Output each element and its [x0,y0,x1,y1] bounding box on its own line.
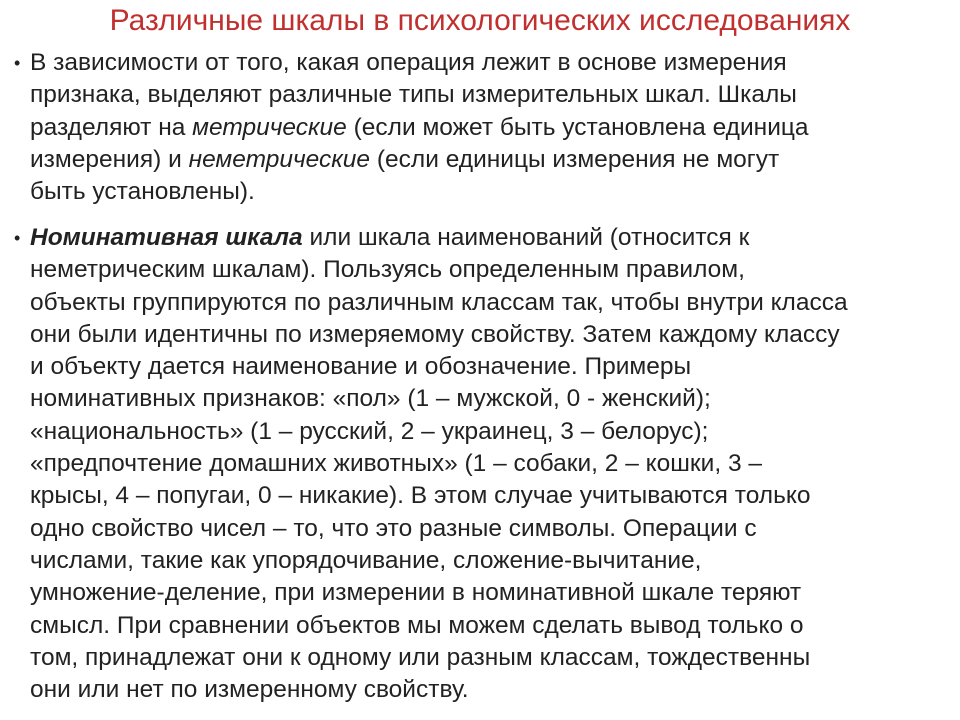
text-line [30,416,930,448]
text-line [30,351,930,383]
text-run: «национальность» (1 – русский, 2 – украинец, 3 – белорус); [30,417,709,445]
text-run: разделяют на [30,113,193,141]
text-run: неметрическим шкалам). Пользуясь определенным правилом, [30,256,745,284]
text-line [30,642,930,674]
emphasis-run: неметрические [188,145,371,173]
text-line [30,112,930,144]
emphasis-run: метрические [192,113,347,141]
text-line [30,319,930,351]
text-line [30,480,930,512]
text-line [30,545,930,577]
text-line [30,577,930,609]
bullet-dot-icon: • [14,53,21,73]
text-run: одно свойство чисел – то, что это разные символы. Операции с [30,514,757,542]
text-line [30,287,930,319]
text-run: они были идентичны по измеряемому свойству. Затем каждому классу [30,320,840,348]
bullet-2-text [30,222,930,706]
text-line [30,176,930,208]
text-run: признака, выделяют различные типы измерительных шкал. Шкалы [30,81,797,109]
text-line [30,144,930,176]
text-run: крысы, 4 – попугаи, 0 – никакие). В этом случае учитываются только [30,482,811,510]
text-line [30,610,930,642]
emphasis-run: Номинативная шкала [30,224,303,251]
text-run: (если единицы измерения не могут [370,145,780,173]
text-run: или шкала наименований (относится к [302,224,750,251]
bullet-1 [14,47,930,208]
text-run: В зависимости от того, какая операция лежит в основе измерения [30,49,787,76]
text-run: номинативных признаков: «пол» (1 – мужской, 0 - женский); [30,385,711,413]
text-run: и объекту дается наименование и обозначение. Примеры [30,353,692,381]
text-run: смысл. При сравнении объектов мы можем сделать вывод только о [30,611,804,639]
text-line [30,383,930,415]
text-run: измерения) и [30,145,189,173]
text-run: они или нет по измеренному свойству. [30,676,469,704]
text-run: числами, такие как упорядочивание, сложение-вычитание, [30,546,702,574]
slide-title: Различные шкалы в психологических исследованиях [109,4,851,37]
bullet-dot-icon: • [14,228,21,248]
text-run: быть установлены). [30,178,255,206]
text-line [30,79,930,111]
text-line [30,47,930,79]
text-run: том, принадлежат они к одному или разным классам, тождественны [30,643,811,671]
text-line [30,254,930,286]
text-run: (если может быть установлена единица [346,113,809,141]
text-line [30,448,930,480]
text-line [30,674,930,706]
bullet-1-text [30,47,930,208]
text-run: «предпочтение домашних животных» (1 – собаки, 2 – кошки, 3 – [30,450,763,478]
text-run: умножение-деление, при измерении в номинативной шкале теряют [30,579,802,607]
bullet-2 [14,222,930,706]
text-run: объекты группируются по различным классам так, чтобы внутри класса [30,288,848,316]
text-line [30,222,930,254]
text-line [30,513,930,545]
